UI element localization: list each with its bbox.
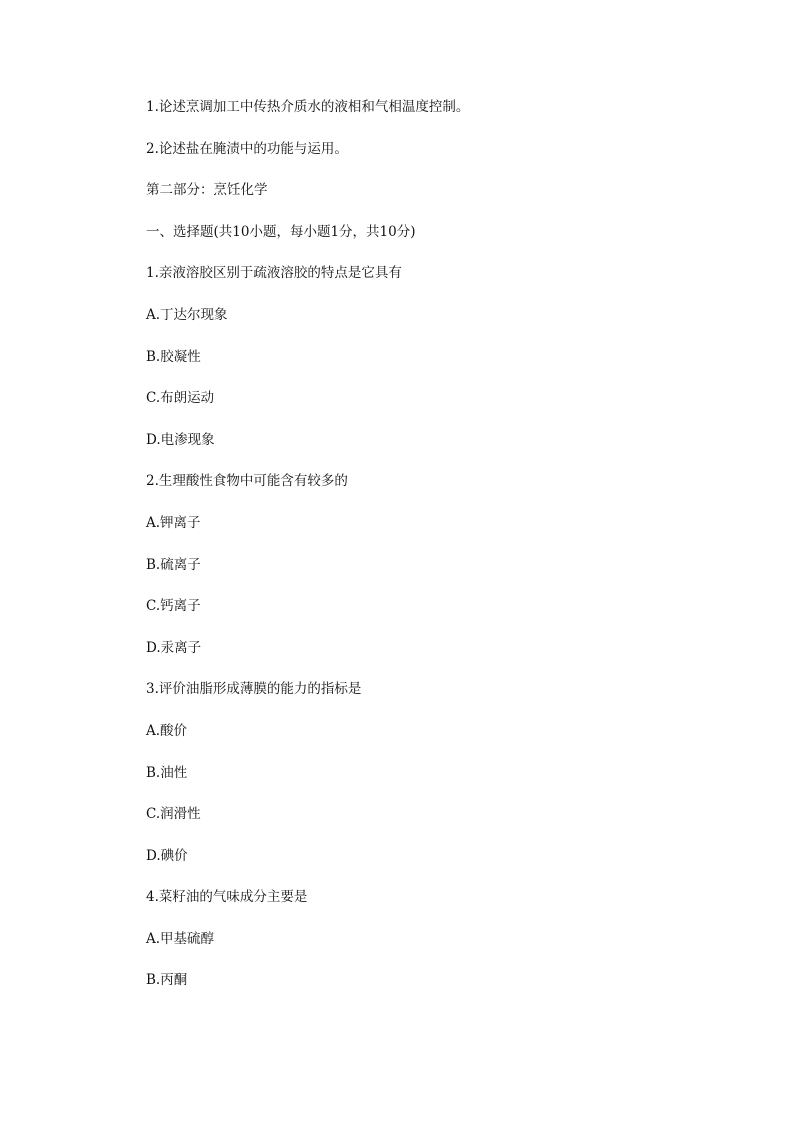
essay-question-1: 1.论述烹调加工中传热介质水的液相和气相温度控制。 [146,99,470,115]
document-body [146,96,666,1011]
question-2-option-d: D.汞离子 [146,639,202,656]
question-3-option-d: D.碘价 [146,847,188,864]
question-2: 2.生理酸性食物中可能含有较多的 [146,473,348,490]
question-1-option-b: B.胶凝性 [146,348,201,365]
question-4: 4.菜籽油的气味成分主要是 [146,889,308,906]
question-1-option-d: D.电渗现象 [146,431,215,448]
question-2-option-a: A.钾离子 [146,514,201,531]
question-4-option-b: B.丙酮 [146,972,188,989]
question-1-option-c: C.布朗运动 [146,390,215,407]
question-1-option-a: A.丁达尔现象 [146,306,228,323]
subsection-heading: 一、选择题(共10小题，每小题1分，共10分) [146,223,416,240]
question-3-option-a: A.酸价 [146,722,188,739]
question-4-option-a: A.甲基硫醇 [146,930,215,947]
question-3: 3.评价油脂形成薄膜的能力的指标是 [146,681,362,698]
essay-question-2: 2.论述盐在腌渍中的功能与运用。 [146,140,348,157]
question-1: 1.亲液溶胶区别于疏液溶胶的特点是它具有 [146,265,402,282]
question-2-option-c: C.钙离子 [146,598,201,615]
section-heading: 第二部分：烹饪化学 [146,182,268,199]
question-3-option-c: C.润滑性 [146,806,201,823]
question-3-option-b: B.油性 [146,764,188,781]
question-2-option-b: B.硫离子 [146,556,201,573]
